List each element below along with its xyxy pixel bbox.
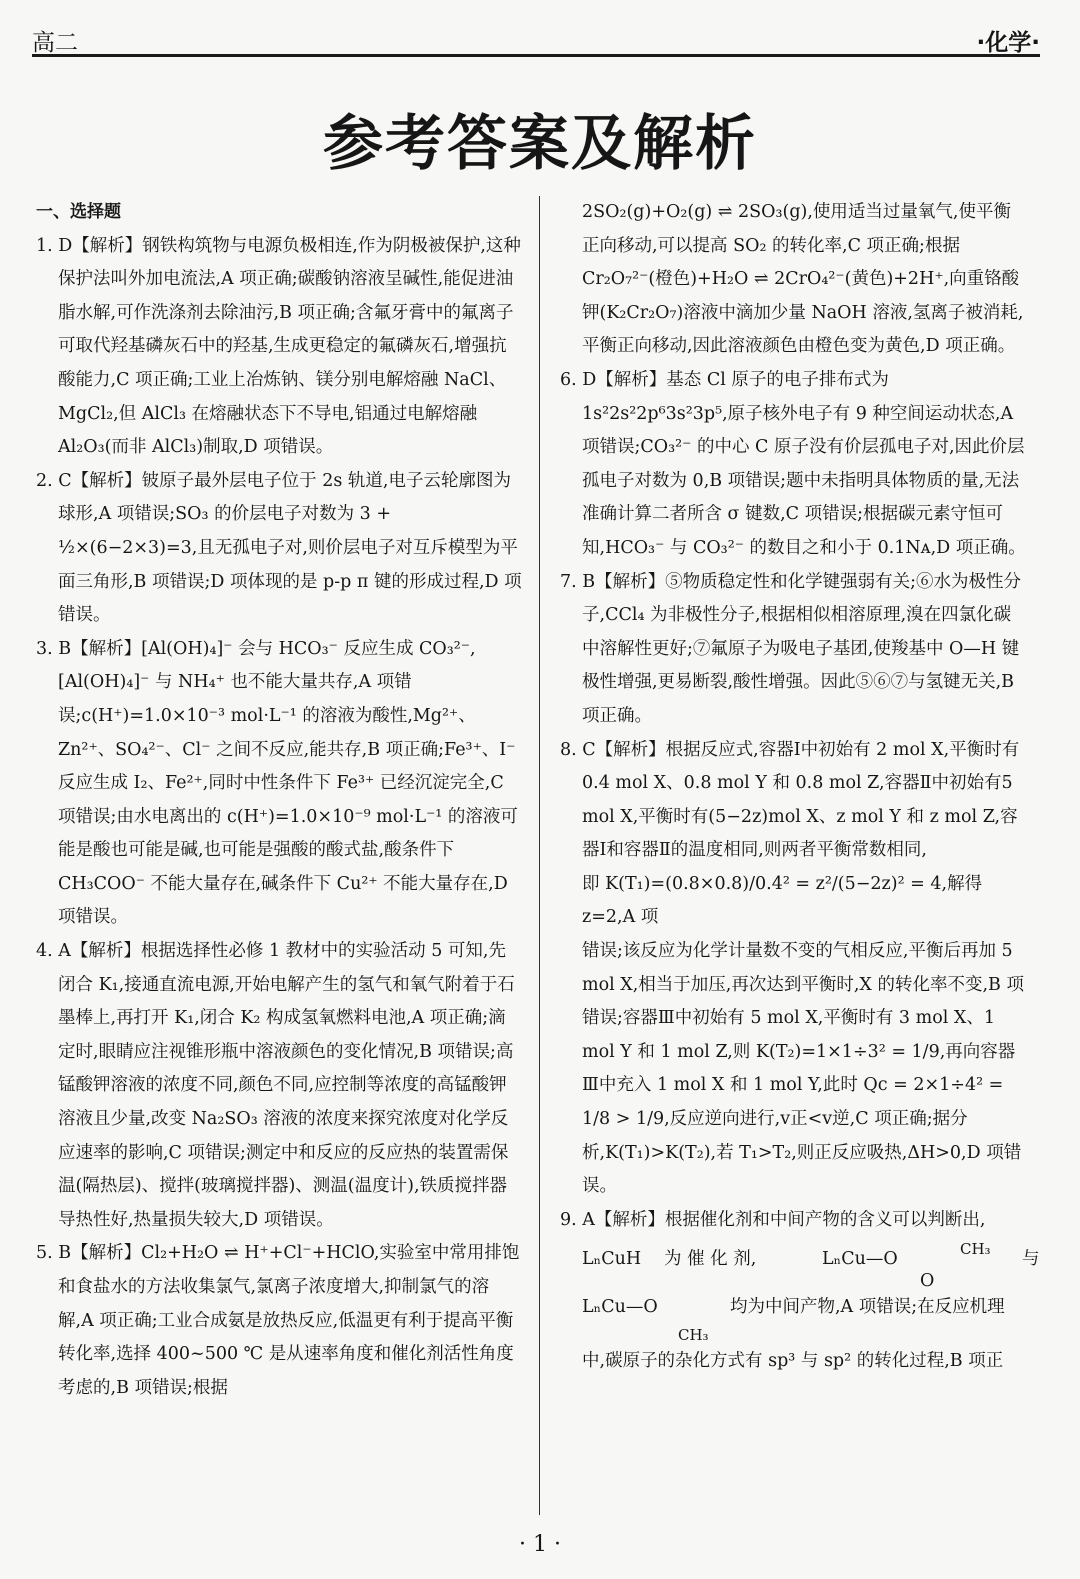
right-column [560,196,1040,1379]
page-number: · 1 · [519,1532,561,1557]
chemical-structures [582,1240,1040,1345]
intermediate-1: LₙCu—O [822,1249,898,1270]
catalyst-formula: LₙCuH [582,1249,642,1270]
question-6 [560,364,1028,566]
question-2 [36,465,522,633]
grade-label: 高二 [32,30,78,56]
question-5 [36,1237,522,1405]
answer-text: 7. B【解析】⑤物质稳定性和化学键强弱有关;⑥水为极性分子,CCl₄ 为非极性分子,根据相似相溶原理,溴在四氯化碳中溶解性更好;⑦氟原子为吸电子基团,使羧基中 O—H 键极性增强,更易断裂,酸性增强。因此⑤⑥⑦与氢键无关,B 项正确。 [560,571,1022,726]
answer-text: 5. B【解析】Cl₂+H₂O ⇌ H⁺+Cl⁻+HClO,实验室中常用排饱和食盐水的方法收集氯气,氯离子浓度增大,抑制氯气的溶解,A 项正确;工业合成氨是放热反应,低温更有利于提高平衡转化率,选择 400~500 ℃ 是从速率角度和催化剂活性角度考虑的,B 项错误;根据 [36,1243,520,1398]
section-heading: 一、选择题 [36,202,121,222]
question-9 [560,1204,1040,1379]
page-title: 参考答案及解析 [323,109,757,179]
answer-text: 6. D【解析】基态 Cl 原子的电子排布式为 1s²2s²2p⁶3s²3p⁵,原子核外电子有 9 种空间运动状态,A 项错误;CO₃²⁻ 的中心 C 原子没有价层孤电子对,因此价层孤电子对数为 0,B 项错误;题中未指明具体物质的量,无法准确计算二者所含 σ 键数,C 项错误;根据碳元素守恒可知,HCO₃⁻ 与 CO₃²⁻ 的数目之和小于 0.1Nᴀ,D 项正确。 [560,369,1026,558]
question-5-continued [560,196,1028,364]
answer-text: 2SO₂(g)+O₂(g) ⇌ 2SO₃(g),使用适当过量氧气,使平衡正向移动,可以提高 SO₂ 的转化率,C 项正确;根据 Cr₂O₇²⁻(橙色)+H₂O ⇌ 2CrO₄²⁻(黄色)+2H⁺,向重铬酸钾(K₂Cr₂O₇)溶液中滴加少量 NaOH 溶液,氢离子被消耗,平衡正向移动,因此溶液颜色由橙色变为黄色,D 项正确。 [582,202,1024,357]
answer-text: 2. C【解析】铍原子最外层电子位于 2s 轨道,电子云轮廓图为球形,A 项错误;SO₃ 的价层电子对数为 3 + ½×(6−2×3)=3,且无孤电子对,则价层电子对互斥模型为平面三角形,B 项错误;D 项体现的是 p-p π 键的形成过程,D 项错误。 [36,470,522,626]
answer-text: 中,碳原子的杂化方式有 sp³ 与 sp² 的转化过程,B 项正 [582,1351,1004,1372]
catalyst-label: 为 催 化 剂, [664,1249,757,1270]
question-4 [36,935,522,1237]
subject-label: ·化学· [976,30,1040,56]
equilibrium-equation: 即 K(T₁)=(0.8×0.8)/0.4² = z²/(5−2z)² = 4,解得 z=2,A 项 [582,873,983,928]
answer-text: 3. B【解析】[Al(OH)₄]⁻ 会与 HCO₃⁻ 反应生成 CO₃²⁻,[Al(OH)₄]⁻ 与 NH₄⁺ 也不能大量共存,A 项错误;c(H⁺)=1.0×10⁻³ mol·L⁻¹ 的溶液为酸性,Mg²⁺、Zn²⁺、SO₄²⁻、Cl⁻ 之间不反应,能共存,B 项正确;Fe³⁺、I⁻ 反应生成 I₂、Fe²⁺,同时中性条件下 Fe³⁺ 已经沉淀完全,C 项错误;由水电离出的 c(H⁺)=1.0×10⁻⁹ mol·L⁻¹ 的溶液可能是酸也可能是碱,也可能是强酸的酸式盐,酸条件下 CH₃COO⁻ 不能大量存在,碱条件下 Cu²⁺ 不能大量存在,D 项错误。 [36,638,518,928]
intermediate-2: LₙCu—O [582,1297,658,1318]
ch3-label-1: CH₃ [960,1240,991,1259]
column-divider [539,196,540,1515]
question-7 [560,566,1028,734]
conjunction: 与 [1022,1249,1040,1270]
question-1 [36,230,522,465]
left-column [36,196,522,1405]
answer-text: 4. A【解析】根据选择性必修 1 教材中的实验活动 5 可知,先闭合 K₁,接通直流电源,开始电解产生的氢气和氧气附着于石墨棒上,再打开 K₁,闭合 K₂ 构成氢氧燃料电池,A 项正确;滴定时,眼睛应注视锥形瓶中溶液颜色的变化情况,B 项错误;高锰酸钾溶液的浓度不同,颜色不同,应控制等浓度的高锰酸钾溶液且少量,改变 Na₂SO₃ 溶液的浓度来探究浓度对化学反应速率的影响,C 项错误;测定中和反应的反应热的装置需保温(隔热层)、搅拌(玻璃搅拌器)、测温(温度计),铁质搅拌器导热性好,热量损失较大,D 项错误。 [36,941,515,1230]
intermediate-text: 均为中间产物,A 项错误;在反应机理 [730,1297,1005,1318]
answer-text: 8. C【解析】根据反应式,容器Ⅰ中初始有 2 mol X,平衡时有 0.4 mol X、0.8 mol Y 和 0.8 mol Z,容器Ⅱ中初始有5 mol X,平衡时有(5−2z)mol X、z mol Y 和 z mol Z,容器Ⅰ和容器Ⅱ的温度相同,则两者平衡常数相同, [560,739,1020,861]
intermediate-1-o: O [920,1271,935,1292]
answer-text: 错误;该反应为化学计量数不变的气相反应,平衡后再加 5 mol X,相当于加压,再次达到平衡时,X 的转化率不变,B 项错误;容器Ⅲ中初始有 5 mol X,平衡时有 3 mol X、1 mol Y 和 1 mol Z,则 K(T₂)=1×1÷3² = 1/9,再向容器Ⅲ中充入 1 mol X 和 1 mol Y,此时 Qc = 2×1÷4² = 1/8 > 1/9,反应逆向进行,v正<v逆,C 项正确;据分析,K(T₁)>K(T₂),若 T₁>T₂,则正反应吸热,ΔH>0,D 项错误。 [582,941,1024,1197]
question-3 [36,633,522,935]
answer-text: 1. D【解析】钢铁构筑物与电源负极相连,作为阴极被保护,这种保护法叫外加电流法,A 项正确;碳酸钠溶液呈碱性,能促进油脂水解,可作洗涤剂去除油污,B 项正确;含氟牙膏中的氟离子可取代羟基磷灰石中的羟基,生成更稳定的氟磷灰石,增强抗酸能力,C 项正确;工业上冶炼钠、镁分别电解熔融 NaCl、MgCl₂,但 AlCl₃ 在熔融状态下不导电,铝通过电解熔融 Al₂O₃(而非 AlCl₃)制取,D 项错误。 [36,235,521,458]
ch3-label-2: CH₃ [678,1326,709,1345]
question-8 [560,734,1028,1204]
page-header [32,18,1040,57]
answer-text: 9. A【解析】根据催化剂和中间产物的含义可以判断出, [560,1209,986,1230]
